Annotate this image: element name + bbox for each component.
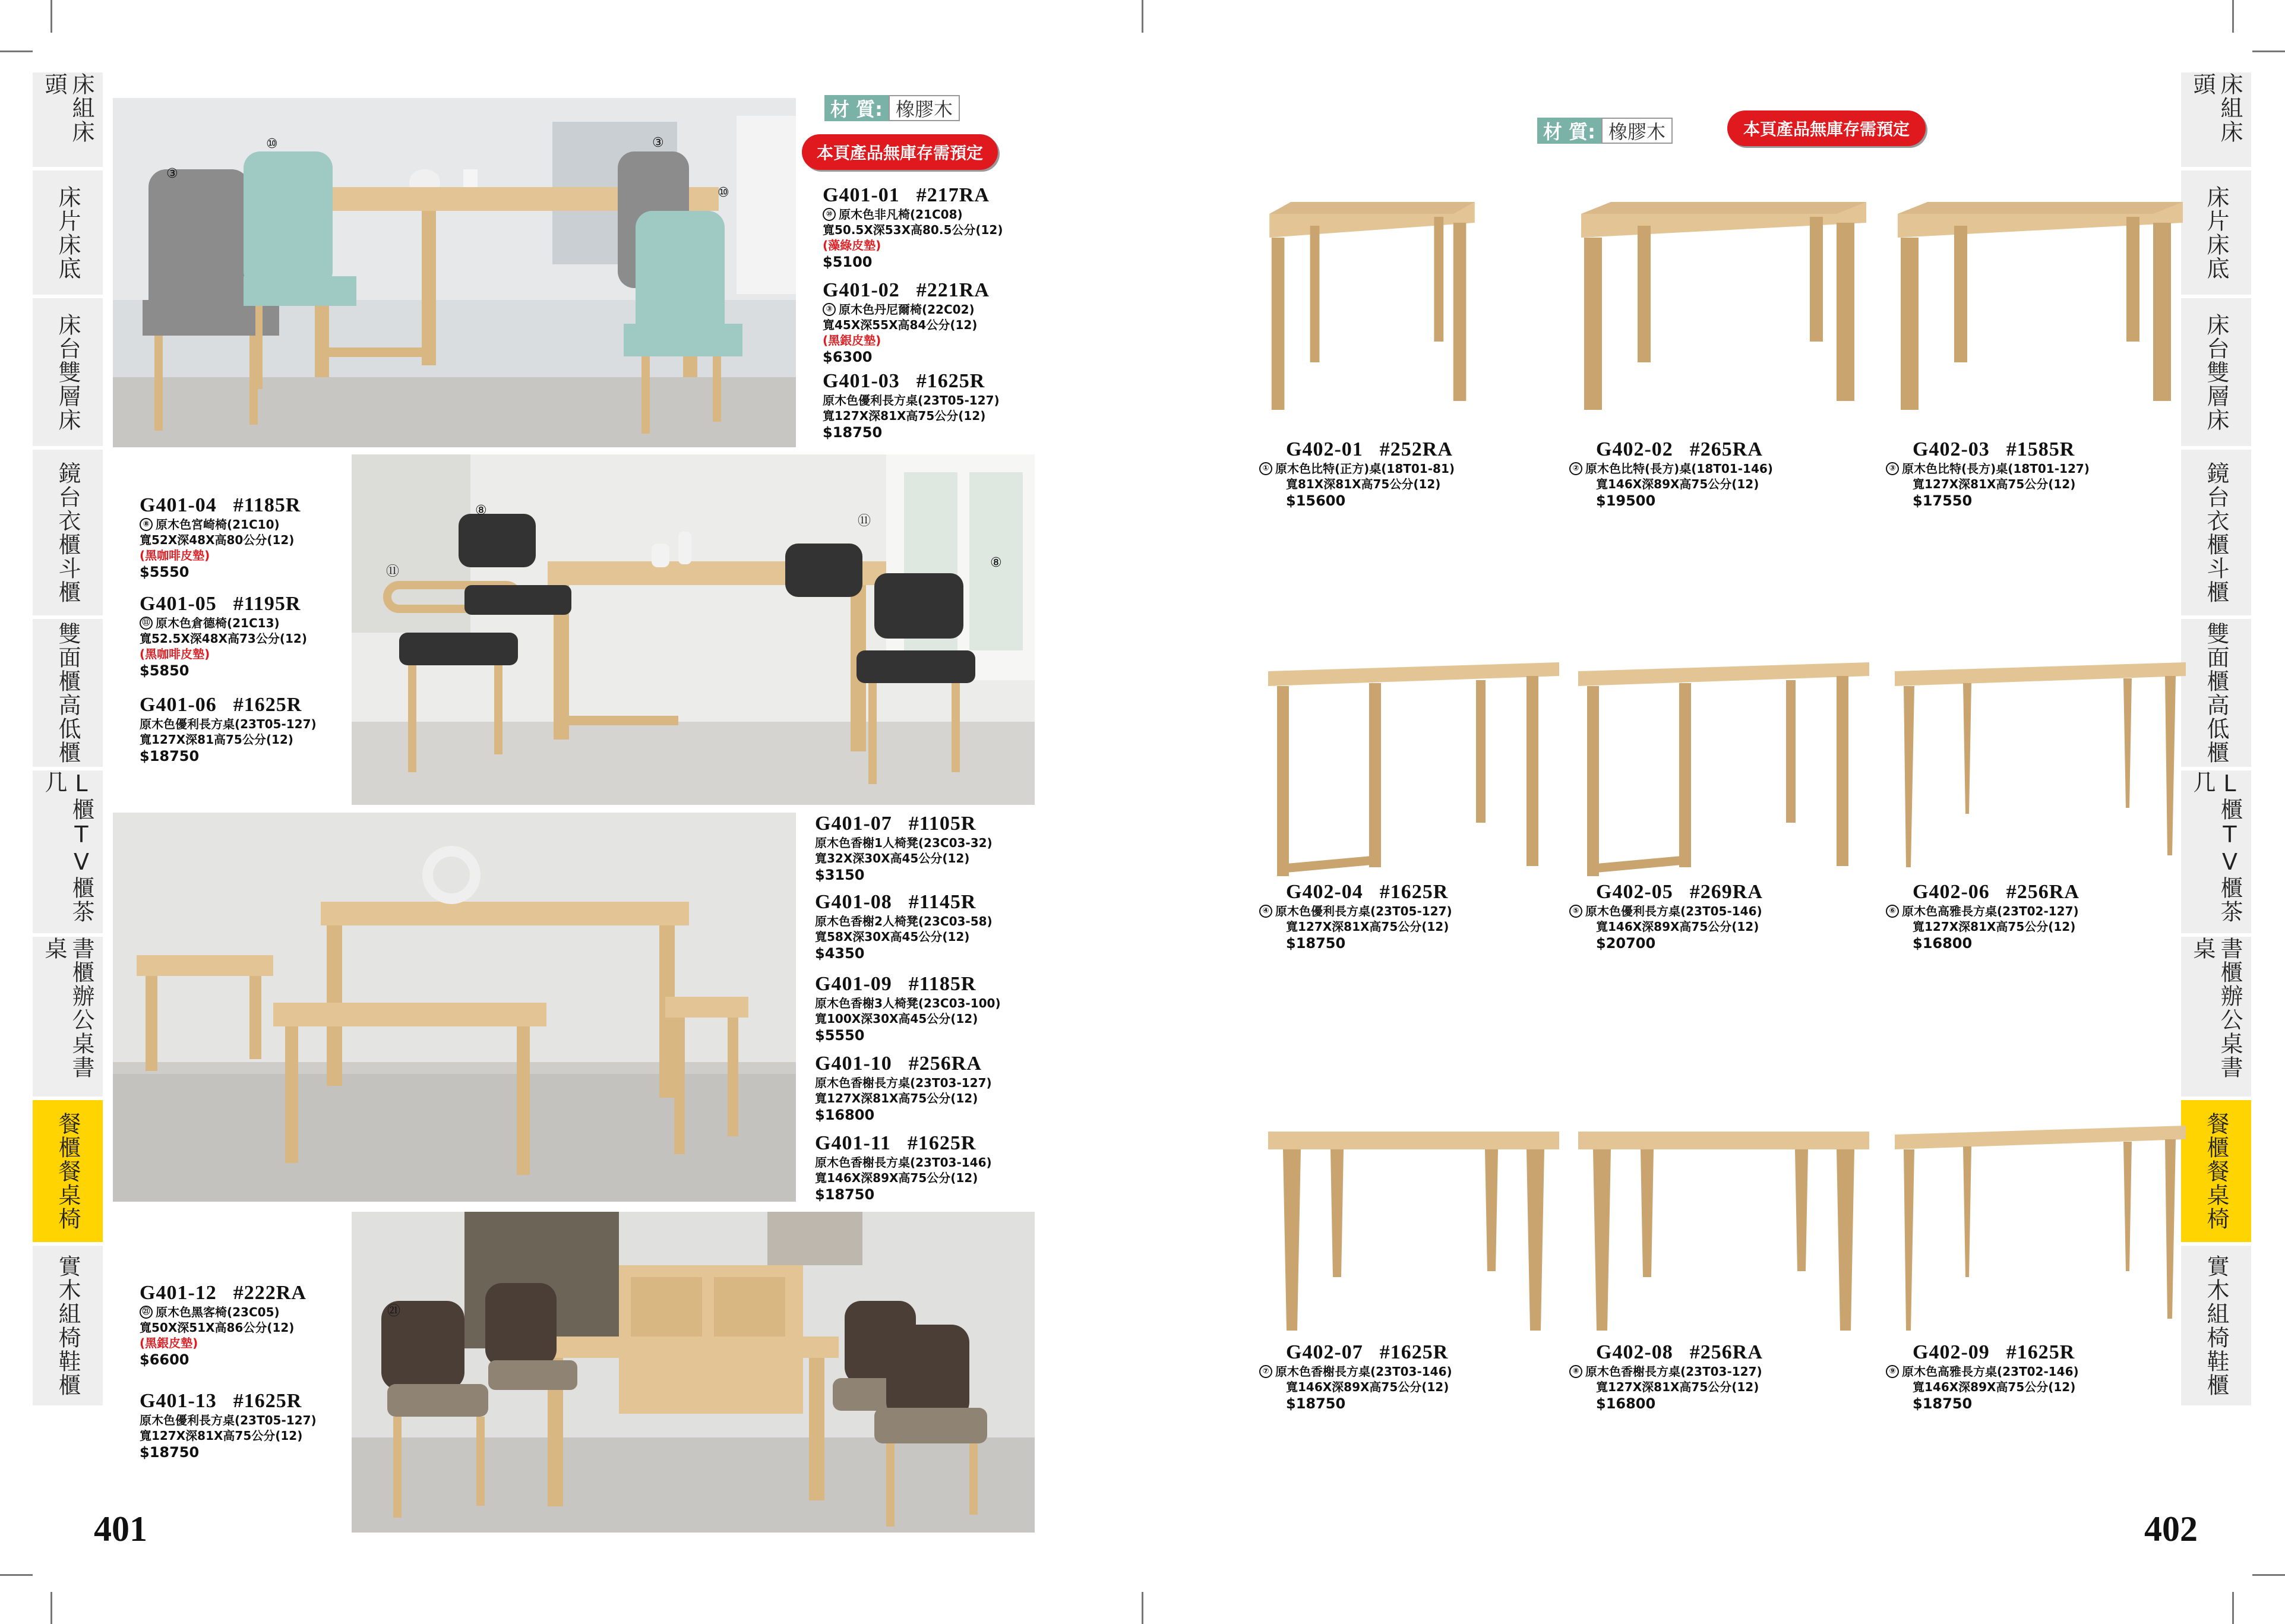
product-block: [815, 1132, 992, 1203]
product-code-id: G401-11: [815, 1132, 891, 1154]
tab-label: 鏡台衣櫃斗櫃: [55, 461, 81, 604]
material-value: 橡膠木: [889, 95, 960, 121]
product-name-row: [1886, 1364, 2079, 1379]
product-price: $17550: [1913, 492, 1973, 509]
dining-set-photo: [113, 98, 796, 447]
product-price: $18750: [815, 1186, 875, 1203]
product-block: [1886, 1341, 2079, 1413]
product-price-code: #265RA: [1689, 438, 1763, 460]
product-block: [823, 184, 1003, 271]
product-price-code: #1625R: [1379, 1341, 1449, 1363]
product-price: $5550: [140, 564, 189, 580]
product-code-id: G401-06: [140, 694, 217, 716]
product-dims: 寬127X深81X高75公分(12): [815, 1091, 978, 1105]
product-name-row: [823, 207, 1003, 222]
product-block: [815, 1053, 992, 1124]
product-price: $3150: [815, 867, 865, 883]
tab-label: 實木組椅鞋櫃: [2203, 1254, 2229, 1397]
product-cushion: (黑銀皮墊): [823, 333, 881, 347]
product-code: [140, 694, 317, 716]
preorder-badge-left: 本頁產品無庫存需預定: [802, 134, 998, 170]
product-dims: 寬127X深81高75公分(12): [140, 732, 293, 747]
position-marker: ③: [823, 303, 836, 316]
tab-category[interactable]: [33, 72, 103, 170]
tab-label: L櫃TV櫃茶几: [2189, 770, 2243, 924]
product-name: 原木色宮崎椅(21C10): [156, 517, 280, 532]
product-dims: 寬146X深89X高75公分(12): [1596, 920, 1759, 934]
product-cushion: (黑銀皮墊): [140, 1336, 198, 1350]
product-price-code: #1625R: [907, 1132, 976, 1154]
tab-category[interactable]: [2181, 298, 2251, 450]
tab-label: 床片床底: [55, 185, 81, 280]
product-name: 原木色香榭長方桌(23T03-146): [815, 1155, 992, 1170]
tab-category[interactable]: [2181, 619, 2251, 770]
crop-mark: [0, 1574, 33, 1576]
product-price-code: #252RA: [1379, 438, 1453, 460]
product-code-id: G401-07: [815, 813, 892, 835]
product-code-id: G402-03: [1913, 438, 1990, 460]
product-code: [815, 1053, 992, 1075]
product-dims: 寬127X深81X高75公分(12): [1913, 477, 2076, 491]
tab-label: 鏡台衣櫃斗櫃: [2203, 461, 2229, 604]
product-block: [1569, 1341, 1763, 1413]
product-block: [140, 1282, 306, 1369]
product-code: [1569, 438, 1773, 461]
product-name-row: [815, 1155, 992, 1170]
product-name: 原木色高雅長方桌(23T02-127): [1902, 904, 2079, 918]
product-price: $18750: [1286, 1395, 1346, 1412]
product-name-row: [815, 1075, 992, 1091]
product-dims: 寬146X深89X高75公分(12): [1596, 477, 1759, 491]
product-name-row: [1569, 903, 1763, 919]
product-code-id: G401-01: [823, 184, 900, 206]
position-marker: ④: [1259, 905, 1272, 918]
tab-category[interactable]: [33, 298, 103, 450]
product-name: 原木色香榭長方桌(23T03-127): [1585, 1364, 1762, 1379]
product-dims: 寬45X深55X高84公分(12): [823, 318, 978, 332]
product-name: 原木色倉德椅(21C13): [156, 616, 280, 630]
product-dims: 寬52.5X深48X高73公分(12): [140, 631, 307, 646]
product-name: 原木色高雅長方桌(23T02-146): [1902, 1364, 2079, 1379]
position-marker: ⑦: [1259, 1365, 1272, 1378]
product-dims: 寬146X深89X高75公分(12): [1286, 1380, 1449, 1394]
product-name: 原木色香榭3人椅凳(23C03-100): [815, 996, 1001, 1010]
material-label: 材 質:: [1537, 118, 1601, 144]
side-tabs-right: [2181, 72, 2251, 1409]
product-code-id: G401-03: [823, 370, 900, 392]
position-marker: ⑧: [990, 555, 1002, 570]
crop-mark: [0, 50, 33, 52]
product-block: [815, 891, 993, 962]
product-code-id: G402-06: [1913, 881, 1990, 903]
product-price-code: #256RA: [2006, 881, 2079, 903]
product-code-id: G402-09: [1913, 1341, 1990, 1363]
side-tabs-left: [33, 72, 103, 1409]
tab-category[interactable]: [2181, 1246, 2251, 1409]
product-price: $18750: [140, 1444, 200, 1461]
tab-category[interactable]: [33, 1100, 103, 1246]
product-code: [1569, 1341, 1763, 1364]
position-marker: ⑧: [475, 503, 487, 518]
position-marker: ⑪: [858, 514, 871, 529]
position-marker: ⑥: [1886, 905, 1899, 918]
product-code-id: G402-04: [1286, 881, 1363, 903]
material-value: 橡膠木: [1601, 118, 1673, 144]
position-marker: ㉑: [140, 1306, 153, 1319]
product-code-id: G401-12: [140, 1282, 217, 1304]
crop-mark: [2252, 1574, 2285, 1576]
product-code: [1259, 438, 1455, 461]
product-price-code: #1185R: [908, 973, 976, 995]
product-name-row: [140, 1304, 306, 1320]
tab-label: L櫃TV櫃茶几: [41, 770, 94, 924]
product-name: 原木色比特(正方)桌(18T01-81): [1275, 462, 1455, 476]
product-price-code: #1625R: [233, 694, 302, 716]
product-code: [140, 593, 307, 615]
product-block: [1569, 881, 1763, 952]
product-block: [1259, 881, 1452, 952]
product-code: [823, 370, 1000, 393]
product-price: $6300: [823, 349, 873, 365]
product-name-row: [1259, 461, 1455, 476]
product-name-row: [815, 835, 993, 851]
crop-mark: [50, 1592, 52, 1624]
product-code-id: G402-05: [1596, 881, 1673, 903]
table-image: [1265, 1123, 1562, 1348]
crop-mark: [50, 0, 52, 33]
product-code: [815, 891, 993, 914]
position-marker: ㉑: [387, 1304, 401, 1319]
crop-mark: [2232, 1592, 2234, 1624]
product-block: [1886, 881, 2079, 952]
table-image: [1265, 659, 1562, 885]
product-price: $19500: [1596, 492, 1656, 509]
product-price: $16800: [815, 1107, 875, 1123]
product-price: $18750: [823, 424, 883, 441]
material-label: 材 質:: [824, 95, 889, 121]
product-name: 原木色黑客椅(23C05): [156, 1305, 280, 1319]
product-dims: 寬32X深30X高45公分(12): [815, 851, 970, 865]
product-name-row: [1259, 903, 1452, 919]
product-name: 原木色香榭1人椅凳(23C03-32): [815, 836, 993, 850]
product-price-code: #222RA: [233, 1282, 306, 1304]
product-price-code: #221RA: [916, 279, 990, 301]
product-code: [1259, 1341, 1452, 1364]
product-block: [140, 1390, 317, 1461]
product-price-code: #1625R: [1379, 881, 1449, 903]
product-price-code: #1195R: [233, 593, 301, 615]
product-name-row: [1569, 461, 1773, 476]
position-marker: ⑪: [386, 564, 400, 579]
position-marker: ⑤: [1569, 905, 1582, 918]
position-marker: ③: [1886, 462, 1899, 475]
product-code: [140, 1390, 317, 1413]
tab-category[interactable]: [2181, 1100, 2251, 1246]
position-marker: ⑧: [1569, 1365, 1582, 1378]
product-price-code: #1625R: [916, 370, 985, 392]
product-dims: 寬146X深89X高75公分(12): [1913, 1380, 2076, 1394]
product-code-id: G401-04: [140, 494, 217, 516]
product-code: [815, 973, 1001, 996]
product-price: $5550: [815, 1027, 865, 1044]
product-block: [823, 279, 990, 366]
product-block: [815, 973, 1001, 1044]
product-dims: 寬127X深81X高75公分(12): [823, 409, 986, 423]
crop-mark: [1142, 1592, 1143, 1624]
product-block: [1569, 438, 1773, 510]
preorder-badge-right: 本頁產品無庫存需預定: [1727, 110, 1926, 146]
tab-label: 床片床底: [2203, 185, 2229, 280]
position-marker: ⑧: [140, 518, 153, 531]
product-price-code: #1585R: [2006, 438, 2075, 460]
product-price: $15600: [1286, 492, 1346, 509]
product-dims: 寬100X深30X高45公分(12): [815, 1012, 978, 1026]
product-price-code: #256RA: [908, 1053, 982, 1075]
material-badge-right: [1537, 118, 1673, 144]
product-name-row: [815, 996, 1001, 1011]
tab-label: 書櫃辦公桌書桌: [2189, 937, 2243, 1079]
product-code: [815, 813, 993, 835]
tab-label: 雙面櫃高低櫃: [2203, 621, 2229, 764]
crop-mark: [1142, 0, 1143, 33]
product-block: [140, 494, 301, 581]
product-price: $18750: [1286, 935, 1346, 952]
tab-label: 床台雙層床: [55, 312, 81, 432]
table-image: [1575, 190, 1872, 416]
tab-category[interactable]: [33, 770, 103, 937]
position-marker: ③: [166, 166, 178, 181]
product-name-row: [1886, 903, 2079, 919]
product-name: 原木色優利長方桌(23T05-127): [1275, 904, 1452, 918]
product-price: $16800: [1596, 1395, 1656, 1412]
product-code: [1259, 881, 1452, 903]
product-price-code: #269RA: [1689, 881, 1763, 903]
product-price-code: #256RA: [1689, 1341, 1763, 1363]
tab-label: 餐櫃餐桌椅: [55, 1111, 81, 1231]
table-image: [1892, 1123, 2189, 1348]
product-name-row: [140, 517, 301, 532]
product-code: [1886, 1341, 2079, 1364]
position-marker: ⑪: [140, 617, 153, 630]
product-code-id: G401-05: [140, 593, 217, 615]
product-code-id: G401-09: [815, 973, 892, 995]
product-code-id: G402-02: [1596, 438, 1673, 460]
product-code-id: G401-13: [140, 1390, 217, 1412]
product-code-id: G401-08: [815, 891, 892, 913]
table-image: [1892, 659, 2189, 885]
product-code: [140, 1282, 306, 1304]
dining-set-photo: [352, 1212, 1035, 1533]
product-code-id: G402-08: [1596, 1341, 1673, 1363]
product-dims: 寬52X深48X高80公分(12): [140, 533, 295, 547]
product-name: 原木色優利長方桌(23T05-127): [140, 1413, 317, 1427]
tab-label: 床組床頭: [41, 72, 94, 144]
tab-category[interactable]: [2181, 770, 2251, 937]
product-block: [140, 694, 317, 765]
product-block: [1886, 438, 2090, 510]
table-image: [1892, 190, 2189, 416]
product-block: [140, 593, 307, 680]
product-price-code: #1625R: [2006, 1341, 2075, 1363]
product-dims: 寬81X深81X高75公分(12): [1286, 477, 1441, 491]
dining-set-photo: [113, 813, 796, 1202]
crop-mark: [2232, 0, 2234, 33]
product-price: $18750: [140, 748, 200, 764]
product-cushion: (藻綠皮墊): [823, 238, 881, 252]
product-dims: 寬127X深81X高75公分(12): [1596, 1380, 1759, 1394]
product-cushion: (黑咖啡皮墊): [140, 548, 210, 563]
tab-category[interactable]: [33, 170, 103, 298]
position-marker: ⑩: [823, 208, 836, 221]
product-dims: 寬58X深30X高45公分(12): [815, 930, 970, 944]
product-code: [1569, 881, 1763, 903]
crop-mark: [2252, 50, 2285, 52]
product-name: 原木色優利長方桌(23T05-146): [1585, 904, 1762, 918]
product-block: [823, 370, 1000, 441]
product-price-code: #1185R: [233, 494, 301, 516]
product-code-id: G402-07: [1286, 1341, 1363, 1363]
product-price-code: #1145R: [908, 891, 976, 913]
product-price-code: #1625R: [233, 1390, 302, 1412]
position-marker: ⑩: [718, 185, 729, 200]
table-image: [1575, 1123, 1872, 1348]
product-name: 原木色優利長方桌(23T05-127): [823, 393, 1000, 407]
tab-category[interactable]: [2181, 450, 2251, 619]
product-name: 原木色優利長方桌(23T05-127): [140, 717, 317, 731]
position-marker: ⑨: [1886, 1365, 1899, 1378]
page-number-right: 402: [2144, 1509, 2198, 1549]
product-dims: 寬127X深81X高75公分(12): [1913, 920, 2076, 934]
product-dims: 寬50.5X深53X高80.5公分(12): [823, 223, 1003, 237]
product-name-row: [823, 393, 1000, 408]
product-price: $18750: [1913, 1395, 1973, 1412]
product-name-row: [1569, 1364, 1763, 1379]
product-code: [815, 1132, 992, 1155]
tab-label: 床台雙層床: [2203, 312, 2229, 432]
page-number-left: 401: [94, 1509, 147, 1549]
product-block: [1259, 438, 1455, 510]
product-code: [140, 494, 301, 517]
product-dims: 寬127X深81X高75公分(12): [1286, 920, 1449, 934]
product-name-row: [823, 302, 990, 317]
tab-category[interactable]: [33, 1246, 103, 1409]
table-image: [1575, 659, 1872, 885]
material-badge-left: [824, 95, 960, 121]
product-code: [823, 184, 1003, 207]
product-code-id: G401-10: [815, 1053, 892, 1075]
position-marker: ③: [652, 135, 664, 150]
product-name: 原木色香榭2人椅凳(23C03-58): [815, 914, 993, 928]
product-code: [823, 279, 990, 302]
product-price: $4350: [815, 945, 865, 962]
product-dims: 寬50X深51X高86公分(12): [140, 1320, 295, 1335]
product-price-code: #1105R: [908, 813, 976, 835]
tab-category[interactable]: [2181, 170, 2251, 298]
product-name-row: [815, 914, 993, 929]
product-dims: 寬127X深81X高75公分(12): [140, 1429, 303, 1443]
product-block: [1259, 1341, 1452, 1413]
product-name-row: [1259, 1364, 1452, 1379]
product-dims: 寬146X深89X高75公分(12): [815, 1171, 978, 1185]
position-marker: ①: [1259, 462, 1272, 475]
tab-label: 雙面櫃高低櫃: [55, 621, 81, 764]
position-marker: ②: [1569, 462, 1582, 475]
tab-category[interactable]: [2181, 937, 2251, 1100]
product-name: 原木色非凡椅(21C08): [839, 207, 963, 222]
product-cushion: (黑咖啡皮墊): [140, 647, 210, 661]
product-name: 原木色丹尼爾椅(22C02): [839, 302, 975, 317]
product-code-id: G402-01: [1286, 438, 1363, 460]
product-name-row: [140, 1413, 317, 1428]
tab-label: 餐櫃餐桌椅: [2203, 1111, 2229, 1231]
product-name: 原木色比特(長方)桌(18T01-127): [1902, 462, 2090, 476]
product-price: $20700: [1596, 935, 1656, 952]
product-price: $16800: [1913, 935, 1973, 952]
product-price: $5850: [140, 662, 189, 679]
product-name: 原木色比特(長方)桌(18T01-146): [1585, 462, 1773, 476]
tab-category[interactable]: [33, 450, 103, 619]
product-code: [1886, 438, 2090, 461]
tab-label: 實木組椅鞋櫃: [55, 1254, 81, 1397]
product-price-code: #217RA: [916, 184, 990, 206]
product-price: $5100: [823, 254, 873, 270]
product-name-row: [140, 615, 307, 631]
product-code: [1886, 881, 2079, 903]
tab-label: 書櫃辦公桌書桌: [41, 937, 94, 1079]
product-block: [815, 813, 993, 884]
product-name: 原木色香榭長方桌(23T03-127): [815, 1076, 992, 1090]
tab-category[interactable]: [33, 619, 103, 770]
dining-set-photo: [352, 454, 1035, 805]
position-marker: ⑩: [266, 137, 278, 151]
product-name-row: [140, 716, 317, 732]
tab-category[interactable]: [2181, 72, 2251, 170]
product-price: $6600: [140, 1351, 189, 1368]
product-name-row: [1886, 461, 2090, 476]
table-image: [1265, 190, 1479, 416]
tab-label: 床組床頭: [2189, 72, 2243, 144]
product-name: 原木色香榭長方桌(23T03-146): [1275, 1364, 1452, 1379]
tab-category[interactable]: [33, 937, 103, 1100]
product-code-id: G401-02: [823, 279, 900, 301]
